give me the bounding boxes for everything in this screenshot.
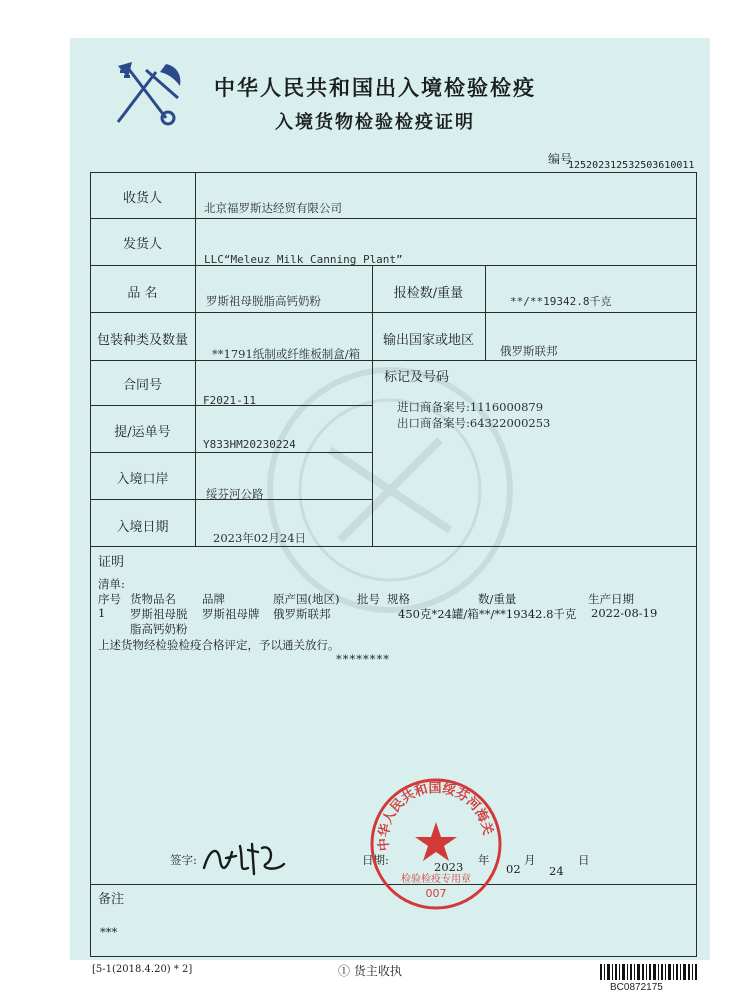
consignee-label: 收货人	[122, 191, 162, 206]
marks-label: 标记及号码	[384, 370, 450, 385]
form-code: [5-1(2018.4.20) * 2]	[92, 964, 193, 975]
consignor-value: LLC“Meleuz Milk Canning Plant”	[204, 253, 403, 266]
document-title: 入境货物检验检疫证明	[275, 112, 475, 133]
sign-day: 24	[549, 864, 564, 878]
col-qty: 数/重量	[478, 592, 517, 606]
entry-date-value: 2023年02月24日	[213, 531, 307, 545]
row-divider	[90, 546, 696, 547]
entry-date-label: 入境日期	[116, 520, 169, 535]
packaging-value: **1791纸制或纤维板制盒/箱	[212, 347, 361, 361]
row-no: 1	[98, 606, 106, 620]
product-label: 品 名	[127, 286, 158, 301]
row-divider	[90, 218, 696, 219]
year-unit: 年	[478, 853, 490, 867]
copy-label: ① 货主收执	[338, 964, 402, 978]
organization-title: 中华人民共和国出入境检验检疫	[214, 76, 536, 100]
sign-month: 02	[506, 862, 521, 876]
col-no: 序号	[98, 592, 121, 606]
col-batch: 批号	[357, 592, 380, 606]
stars-line: ********	[336, 652, 390, 666]
origin-country-value: 俄罗斯联邦	[500, 344, 558, 358]
row-date: 2022-08-19	[591, 606, 658, 620]
contract-label: 合同号	[122, 378, 162, 393]
handwritten-signature	[200, 838, 290, 880]
row-name-2: 脂高钙奶粉	[130, 622, 188, 636]
row-divider	[90, 360, 696, 361]
signature-label: 签字:	[170, 853, 197, 867]
contract-value: F2021-11	[203, 394, 256, 407]
product-value: 罗斯祖母脱脂高钙奶粉	[206, 294, 321, 308]
row-origin: 俄罗斯联邦	[273, 607, 331, 621]
col-name: 货物品名	[130, 592, 176, 606]
row-brand: 罗斯祖母牌	[202, 607, 260, 621]
table-border-bottom	[90, 956, 697, 957]
official-seal	[368, 776, 504, 912]
remarks-label: 备注	[98, 892, 125, 907]
row-name: 罗斯祖母脱	[130, 607, 188, 621]
col-origin: 原产国(地区)	[273, 592, 340, 606]
row-divider	[90, 452, 372, 453]
barcode	[600, 964, 698, 980]
month-unit: 月	[524, 853, 536, 867]
origin-country-label: 输出国家或地区	[382, 333, 474, 348]
bill-of-lading-value: Y833HM20230224	[203, 438, 296, 451]
date-label: 日期:	[362, 853, 389, 867]
sign-year: 2023	[434, 860, 464, 874]
importer-record: 进口商备案号:1116000879	[397, 400, 544, 414]
svg-text:中华人民共和国绥芬河海关: 中华人民共和国绥芬河海关	[376, 781, 495, 852]
quantity-value: **/**19342.8千克	[510, 295, 612, 308]
conclusion-text: 上述货物经检验检疫合格评定，予以通关放行。	[98, 638, 340, 652]
svg-text:检验检疫专用章: 检验检疫专用章	[401, 874, 471, 885]
quantity-label: 报检数/重量	[393, 286, 464, 301]
day-unit: 日	[578, 853, 590, 867]
right-column-divider	[485, 265, 486, 360]
serial-number: 125202312532503610011	[568, 160, 695, 171]
label-column-divider	[195, 172, 196, 546]
col-date: 生产日期	[588, 592, 634, 606]
svg-text:007: 007	[425, 887, 447, 900]
packaging-label: 包装种类及数量	[96, 333, 188, 348]
col-spec: 规格	[387, 592, 410, 606]
serial-label: 编号	[548, 152, 573, 166]
middle-column-divider	[372, 265, 373, 546]
port-value: 绥芬河公路	[206, 487, 264, 501]
col-brand: 品牌	[202, 592, 225, 606]
certification-label: 证明	[98, 555, 125, 570]
consignee-value: 北京福罗斯达经贸有限公司	[204, 201, 342, 215]
barcode-number: BC0872175	[610, 982, 663, 993]
row-divider	[90, 312, 696, 313]
row-spec: 450克*24罐/箱	[398, 607, 479, 621]
row-qty: **/**19342.8千克	[479, 607, 577, 621]
list-label: 清单:	[98, 577, 125, 591]
table-border-top	[90, 172, 696, 173]
exporter-record: 出口商备案号:64322000253	[397, 416, 551, 430]
port-label: 入境口岸	[116, 472, 169, 487]
table-border-right	[696, 172, 697, 956]
consignor-label: 发货人	[122, 237, 162, 252]
remarks-value: ***	[100, 925, 118, 939]
bill-of-lading-label: 提/运单号	[114, 425, 171, 440]
